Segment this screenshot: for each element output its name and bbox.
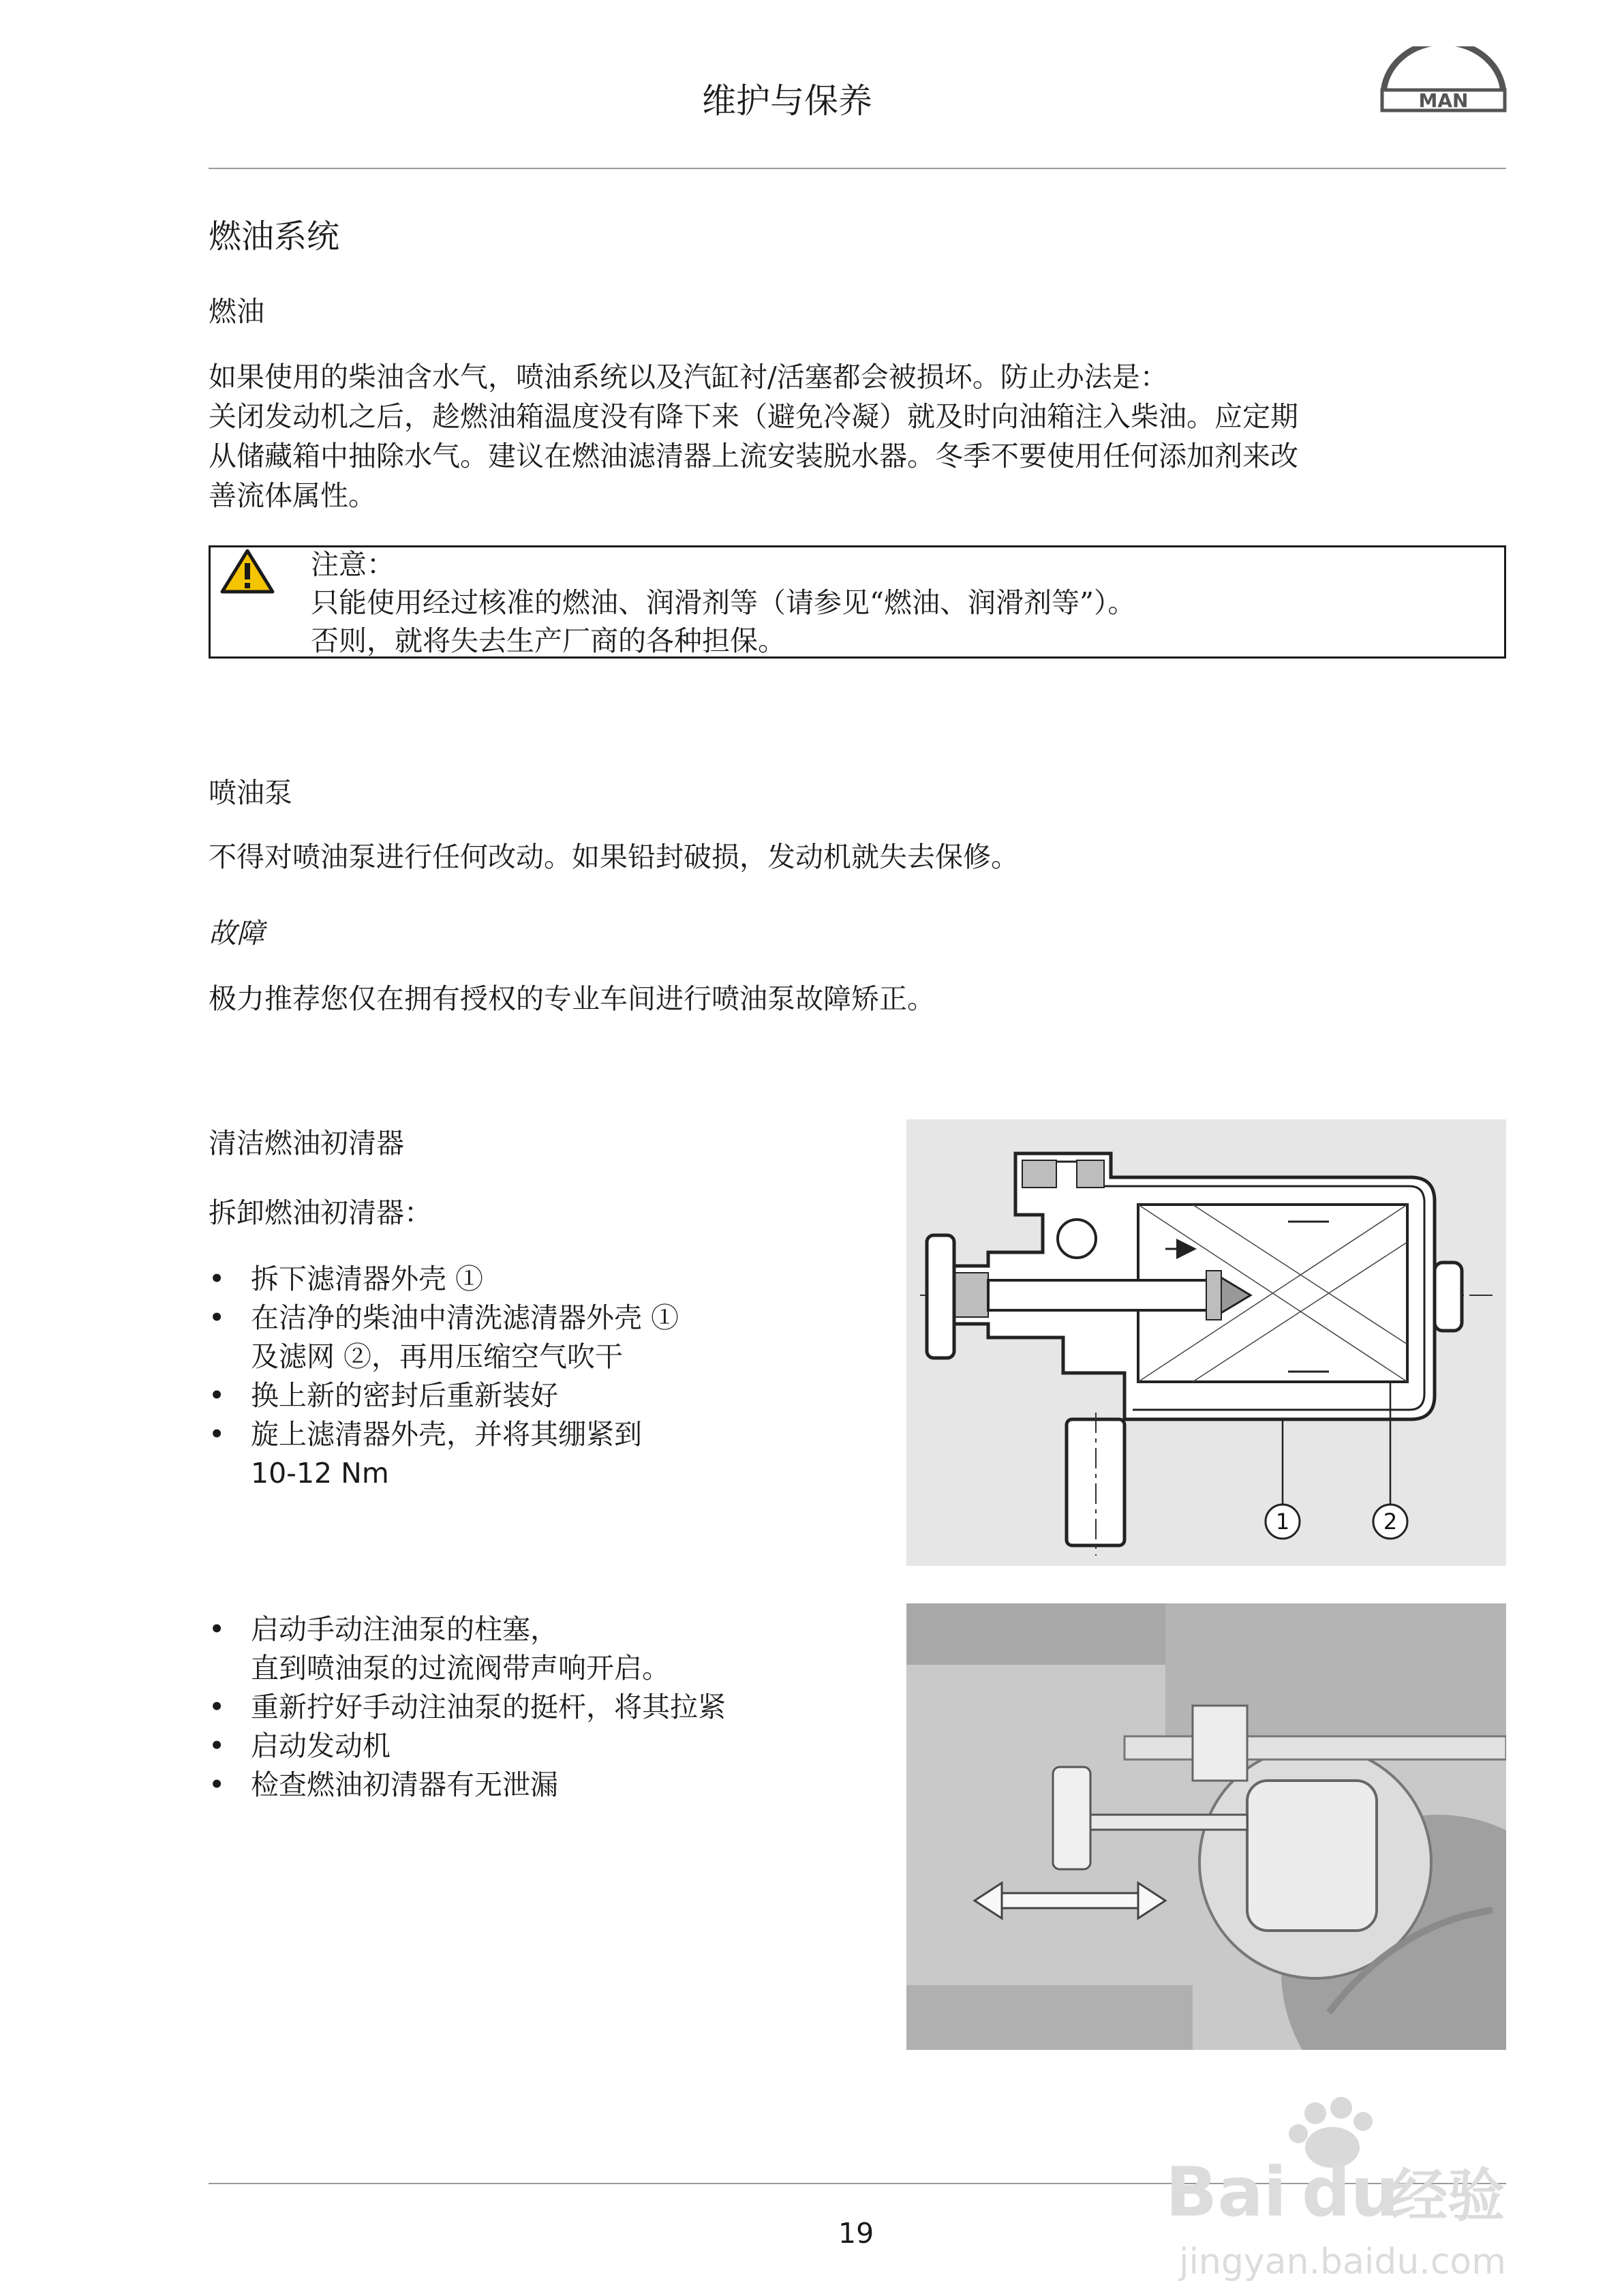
baidu-watermark [1159,2086,1513,2291]
running-header-title: 维护与保养 [702,81,872,121]
svg-text:MAN: MAN [1418,89,1469,112]
callout-1: 1 [1275,1509,1290,1535]
prefilter-heading: 清洁燃油初清器 [209,1127,404,1160]
fault-heading: 故障 [209,917,264,950]
hand-primer-pump-photo [906,1603,1506,2050]
list-item: • 启动手动注油泵的柱塞， 直到喷油泵的过流阀带声响开启。 [209,1610,726,1688]
list-item: • 启动发动机 [209,1727,726,1766]
header-rule [209,168,1506,169]
notice-title: 注意： [311,548,395,581]
fuel-heading: 燃油 [209,295,264,328]
section-title: 燃油系统 [209,217,340,256]
fuel-paragraph [209,357,1298,515]
prefilter-intro: 拆卸燃油初清器： [209,1196,432,1229]
svg-text:jingyan.baidu.com: jingyan.baidu.com [1179,2241,1506,2282]
fuel-line: 关闭发动机之后，趁燃油箱温度没有降下来（避免冷凝）就及时向油箱注入柴油。应定期 [209,400,1298,433]
pump-heading: 喷油泵 [209,776,292,809]
man-logo [1377,46,1510,115]
list-item: • 在洁净的柴油中清洗滤清器外壳 ① 及滤网 ②，再用压缩空气吹干 [209,1299,679,1376]
notice-text [311,545,1135,660]
fuel-line: 从储藏箱中抽除水气。建议在燃油滤清器上流安装脱水器。冬季不要使用任何添加剂来改 [209,440,1298,472]
warning-triangle-icon [219,547,275,596]
list-item: • 重新拧好手动注油泵的挺杆，将其拉紧 [209,1688,726,1727]
fuel-line: 如果使用的柴油含水气，喷油系统以及汽缸衬/活塞都会被损坏。防止办法是： [209,361,1168,393]
callout-2: 2 [1383,1509,1398,1535]
list-item: • 拆下滤清器外壳 ① [209,1260,679,1299]
svg-text:Bai: Bai [1165,2152,1287,2232]
fuel-line: 善流体属性。 [209,479,376,512]
prefilter-steps-list [209,1260,679,1493]
svg-text:经验: 经验 [1390,2162,1505,2229]
page-number: 19 [838,2217,874,2250]
notice-line: 只能使用经过核准的燃油、润滑剂等（请参见“燃油、润滑剂等”）。 [311,586,1136,619]
fault-text: 极力推荐您仅在拥有授权的专业车间进行喷油泵故障矫正。 [209,982,935,1015]
prefilter-cross-section-figure [906,1119,1506,1566]
notice-line: 否则，就将失去生产厂商的各种担保。 [311,624,786,657]
restart-steps-list [209,1610,726,1804]
svg-text:du: du [1302,2152,1399,2232]
list-item: • 旋上滤清器外壳，并将其绷紧到 10-12 Nm [209,1415,679,1493]
list-item: • 换上新的密封后重新装好 [209,1376,679,1415]
list-item: • 检查燃油初清器有无泄漏 [209,1766,726,1804]
pump-text: 不得对喷油泵进行任何改动。如果铅封破损，发动机就失去保修。 [209,841,1019,873]
